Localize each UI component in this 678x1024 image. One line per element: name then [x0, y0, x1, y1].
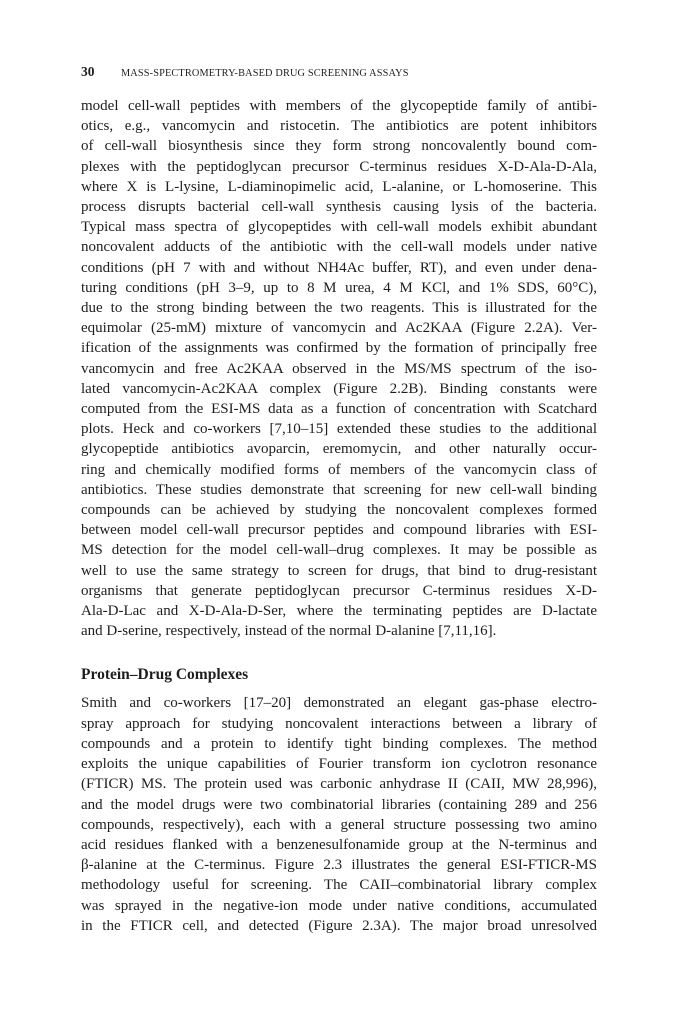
text-line: in the FTICR cell, and detected (Figure 2.3A). The major broad unresolved [81, 917, 597, 934]
text-line: ification of the assignments was confirmed by the formation of principally free [81, 340, 597, 357]
body-paragraph-2 [81, 693, 597, 935]
text-line: well to use the same strategy to screen for drugs, that bind to drug-resistant [81, 562, 597, 579]
text-line: ring and chemically modified forms of members of the vancomycin class of [81, 461, 597, 478]
text-line: due to the strong binding between the two reagents. This is illustrated for the [81, 300, 597, 317]
text-line: computed from the ESI-MS data as a function of concentration with Scatchard [81, 401, 597, 418]
text-line: equimolar (25-mM) mixture of vancomycin and Ac2KAA (Figure 2.2A). Ver- [81, 320, 597, 337]
text-line: where X is L-lysine, L-diaminopimelic acid, L-alanine, or L-homoserine. This [81, 178, 597, 195]
text-line: Ala-D-Lac and X-D-Ala-D-Ser, where the terminating peptides are D-lactate [81, 603, 597, 620]
text-line: β-alanine at the C-terminus. Figure 2.3 illustrates the general ESI-FTICR-MS [81, 857, 597, 874]
text-line: noncovalent adducts of the antibiotic with the cell-wall models under native [81, 239, 597, 256]
body-paragraph-1 [81, 96, 597, 641]
running-title: MASS-SPECTROMETRY-BASED DRUG SCREENING ASSAYS [121, 68, 409, 79]
text-line: model cell-wall peptides with members of the glycopeptide family of antibi- [81, 98, 597, 114]
text-line: Typical mass spectra of glycopeptides with cell-wall models exhibit abundant [81, 219, 597, 236]
text-line: compounds and a protein to identify tight binding complexes. The method [81, 735, 597, 752]
text-line: of cell-wall biosynthesis since they form strong noncovalently bound com- [81, 138, 597, 155]
text-line: Smith and co-workers [17–20] demonstrated an elegant gas-phase electro- [81, 695, 597, 712]
section-heading: Protein–Drug Complexes [81, 666, 249, 684]
text-line: acid residues flanked with a benzenesulfonamide group at the N-terminus and [81, 836, 597, 853]
text-line: turing conditions (pH 3–9, up to 8 M urea, 4 M KCl, and 1% SDS, 60°C), [81, 279, 597, 296]
page [81, 64, 597, 936]
text-line: between model cell-wall precursor peptides and compound libraries with ESI- [81, 522, 597, 539]
text-line: compounds can be achieved by studying the noncovalent complexes formed [81, 502, 597, 519]
page-number: 30 [81, 64, 95, 79]
text-line: process disrupts bacterial cell-wall synthesis causing lysis of the bacteria. [81, 199, 597, 216]
text-line: plots. Heck and co-workers [7,10–15] extended these studies to the additional [81, 421, 597, 438]
text-line: and D-serine, respectively, instead of the normal D-alanine [7,11,16]. [81, 623, 497, 640]
text-line: otics, e.g., vancomycin and ristocetin. The antibiotics are potent inhibitors [81, 118, 597, 135]
text-line: glycopeptide antibiotics avoparcin, eremomycin, and other naturally occur- [81, 441, 597, 458]
text-line: organisms that generate peptidoglycan precursor C-terminus residues X-D- [81, 582, 597, 599]
text-line: exploits the unique capabilities of Fourier transform ion cyclotron resonance [81, 756, 597, 773]
text-line: conditions (pH 7 with and without NH4Ac buffer, RT), and even under dena- [81, 259, 597, 276]
running-header [81, 64, 597, 86]
text-line: lated vancomycin-Ac2KAA complex (Figure 2.2B). Binding constants were [81, 380, 597, 397]
text-line: MS detection for the model cell-wall–drug complexes. It may be possible as [81, 542, 597, 559]
text-line: and the model drugs were two combinatorial libraries (containing 289 and 256 [81, 796, 597, 813]
text-line: spray approach for studying noncovalent interactions between a library of [81, 715, 597, 732]
text-line: was sprayed in the negative-ion mode under native conditions, accumulated [81, 897, 597, 914]
text-line: compounds, respectively), each with a general structure possessing two amino [81, 816, 597, 833]
text-line: vancomycin and free Ac2KAA observed in the MS/MS spectrum of the iso- [81, 360, 597, 377]
text-line: methodology useful for screening. The CAII–combinatorial library complex [81, 877, 597, 894]
text-line: plexes with the peptidoglycan precursor C-terminus residues X-D-Ala-D-Ala, [81, 158, 597, 175]
text-line: (FTICR) MS. The protein used was carbonic anhydrase II (CAII, MW 28,996), [81, 776, 597, 793]
text-line: antibiotics. These studies demonstrate that screening for new cell-wall binding [81, 481, 597, 498]
